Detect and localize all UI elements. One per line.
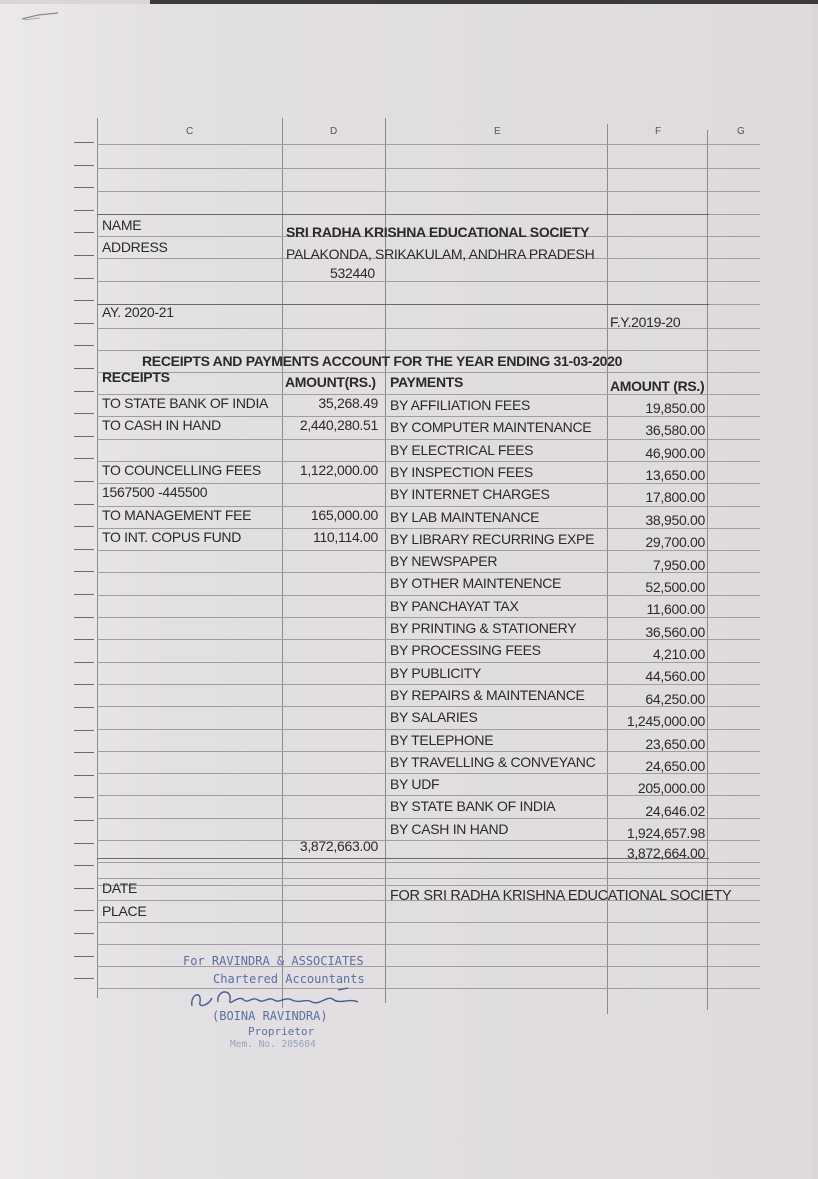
stamp-membership-number: Mem. No. 205604 <box>230 1039 316 1050</box>
payment-particular: BY UDF <box>390 776 440 793</box>
gridline-vertical <box>97 118 98 998</box>
row-marker <box>74 843 94 844</box>
payment-particular: BY LIBRARY RECURRING EXPE <box>390 530 595 547</box>
gridline-horizontal <box>97 372 760 373</box>
payment-amount: 24,646.02 <box>645 802 705 819</box>
gridline-horizontal <box>97 281 760 282</box>
payment-particular: BY STATE BANK OF INDIA <box>390 798 556 815</box>
payment-particular: BY REPAIRS & MAINTENANCE <box>390 686 585 703</box>
gridline-horizontal <box>97 168 760 169</box>
receipts-amount-header: AMOUNT(RS.) <box>285 374 376 390</box>
statement-title: RECEIPTS AND PAYMENTS ACCOUNT FOR THE YEAR ENDING 31-03-2020 <box>142 353 623 369</box>
payment-amount: 52,500.00 <box>645 578 705 595</box>
payment-particular: BY CASH IN HAND <box>390 820 509 837</box>
gridline-horizontal <box>97 350 760 351</box>
pincode: 532440 <box>330 265 375 281</box>
table-border <box>97 304 709 305</box>
assessment-year: AY. 2020-21 <box>102 304 174 320</box>
row-marker <box>74 594 94 595</box>
row-marker <box>74 707 94 708</box>
payment-amount: 36,560.00 <box>645 623 705 640</box>
payment-particular: BY ELECTRICAL FEES <box>390 441 534 458</box>
receipt-amount: 165,000.00 <box>310 506 378 523</box>
stamp-firm-name: For RAVINDRA & ASSOCIATES <box>183 954 364 968</box>
payment-particular: BY PROCESSING FEES <box>390 642 541 659</box>
place-label: PLACE <box>102 903 147 919</box>
financial-year: F.Y.2019-20 <box>610 314 681 330</box>
row-marker <box>74 684 94 685</box>
payment-amount: 46,900.00 <box>645 444 705 461</box>
payment-particular: BY AFFILIATION FEES <box>390 397 531 413</box>
gridline-vertical <box>282 118 283 1008</box>
row-marker <box>74 617 94 618</box>
column-header-f: F <box>655 126 662 137</box>
payments-total: 3,872,664.00 <box>626 845 705 861</box>
gridline-horizontal <box>97 191 760 192</box>
receipts-header: RECEIPTS <box>102 369 170 385</box>
gridline-horizontal <box>97 439 760 440</box>
row-marker <box>74 662 94 663</box>
payment-particular: BY PRINTING & STATIONERY <box>390 620 577 636</box>
row-marker <box>74 865 94 866</box>
receipt-particular: 1567500 -445500 <box>102 484 208 501</box>
payment-particular: BY SALARIES <box>390 709 478 726</box>
payment-amount: 13,650.00 <box>645 467 705 484</box>
column-header-g: G <box>737 126 745 137</box>
row-marker <box>74 797 94 798</box>
row-marker <box>74 752 94 753</box>
payment-amount: 19,850.00 <box>645 400 705 416</box>
receipt-particular: TO CASH IN HAND <box>102 417 221 434</box>
row-marker <box>74 368 94 369</box>
payment-particular: BY INSPECTION FEES <box>390 463 533 480</box>
row-marker <box>74 210 94 211</box>
payment-particular: BY INTERNET CHARGES <box>390 486 550 503</box>
row-marker <box>74 933 94 934</box>
column-header-d: D <box>330 126 338 137</box>
row-marker <box>74 820 94 821</box>
payment-amount: 36,580.00 <box>645 422 705 439</box>
row-marker <box>74 255 94 256</box>
date-label: DATE <box>102 880 138 896</box>
society-name: SRI RADHA KRISHNA EDUCATIONAL SOCIETY <box>286 224 590 240</box>
gridline-horizontal <box>97 862 760 863</box>
name-label: NAME <box>102 217 142 233</box>
row-marker <box>74 391 94 392</box>
payment-amount: 29,700.00 <box>645 534 705 551</box>
receipt-amount: 1,122,000.00 <box>299 461 378 478</box>
row-marker <box>74 481 94 482</box>
payment-particular: BY TELEPHONE <box>390 731 494 748</box>
payment-amount: 38,950.00 <box>645 511 705 528</box>
row-marker <box>74 458 94 459</box>
row-marker <box>74 187 94 188</box>
payment-amount: 17,800.00 <box>645 489 705 506</box>
row-marker <box>74 888 94 889</box>
payment-amount: 44,560.00 <box>645 668 705 685</box>
stamp-signatory-name: (BOINA RAVINDRA) <box>212 1009 328 1023</box>
payment-particular: BY NEWSPAPER <box>390 553 498 570</box>
receipts-total: 3,872,663.00 <box>299 838 378 854</box>
stamp-role: Proprietor <box>248 1025 315 1038</box>
row-marker <box>74 571 94 572</box>
row-marker <box>74 323 94 324</box>
payment-particular: BY LAB MAINTENANCE <box>390 508 540 525</box>
address-value: PALAKONDA, SRIKAKULAM, ANDHRA PRADESH <box>286 246 595 262</box>
payment-amount: 64,250.00 <box>645 690 705 707</box>
receipt-amount: 35,268.49 <box>318 395 378 411</box>
gridline-horizontal <box>97 885 760 886</box>
payment-particular: BY COMPUTER MAINTENANCE <box>390 419 592 436</box>
payment-particular: BY PUBLICITY <box>390 664 482 681</box>
row-marker <box>74 436 94 437</box>
payments-amount-header: AMOUNT (RS.) <box>610 378 705 394</box>
row-marker <box>74 775 94 776</box>
row-marker <box>74 639 94 640</box>
payment-amount: 11,600.00 <box>646 601 705 618</box>
row-marker <box>74 413 94 414</box>
row-marker <box>74 526 94 527</box>
row-marker <box>74 300 94 301</box>
table-border <box>97 214 709 215</box>
payment-amount: 24,650.00 <box>645 757 705 774</box>
row-marker <box>74 978 94 979</box>
for-society-signature-label: FOR SRI RADHA KRISHNA EDUCATIONAL SOCIETY <box>390 888 732 904</box>
gridline-horizontal <box>97 662 760 663</box>
receipt-particular: TO MANAGEMENT FEE <box>102 506 252 523</box>
column-header-c: C <box>186 126 194 137</box>
signature-icon <box>188 984 373 1012</box>
payment-particular: BY PANCHAYAT TAX <box>390 597 519 614</box>
row-marker <box>74 730 94 731</box>
receipt-amount: 110,114.00 <box>313 528 378 545</box>
address-label: ADDRESS <box>102 239 168 255</box>
payment-particular: BY TRAVELLING & CONVEYANC <box>390 753 596 770</box>
gridline-horizontal <box>97 878 760 879</box>
stamp-designation: Chartered Accountants <box>213 972 365 986</box>
payment-amount: 4,210.00 <box>652 646 705 663</box>
row-marker <box>74 232 94 233</box>
payment-amount: 1,245,000.00 <box>626 713 705 730</box>
payment-amount: 23,650.00 <box>645 735 705 752</box>
payment-amount: 205,000.00 <box>637 780 705 797</box>
receipt-particular: TO COUNCELLING FEES <box>102 461 261 478</box>
payment-amount: 1,924,657.98 <box>626 825 705 842</box>
row-marker <box>74 956 94 957</box>
gridline-horizontal <box>97 922 760 923</box>
payment-particular: BY OTHER MAINTENENCE <box>390 575 562 592</box>
row-marker <box>74 165 94 166</box>
receipt-amount: 2,440,280.51 <box>299 417 378 434</box>
column-header-e: E <box>494 126 501 137</box>
gridline-horizontal <box>97 944 760 945</box>
receipt-particular: TO INT. COPUS FUND <box>102 528 242 545</box>
receipt-particular: TO STATE BANK OF INDIA <box>102 395 269 411</box>
payments-header: PAYMENTS <box>390 374 464 390</box>
gridline-horizontal <box>97 595 760 596</box>
payment-amount: 7,950.00 <box>652 556 705 573</box>
gridline-horizontal <box>97 144 760 145</box>
row-marker <box>74 278 94 279</box>
row-marker <box>74 504 94 505</box>
row-marker <box>74 910 94 911</box>
row-marker <box>74 142 94 143</box>
row-marker <box>74 549 94 550</box>
row-marker <box>74 345 94 346</box>
